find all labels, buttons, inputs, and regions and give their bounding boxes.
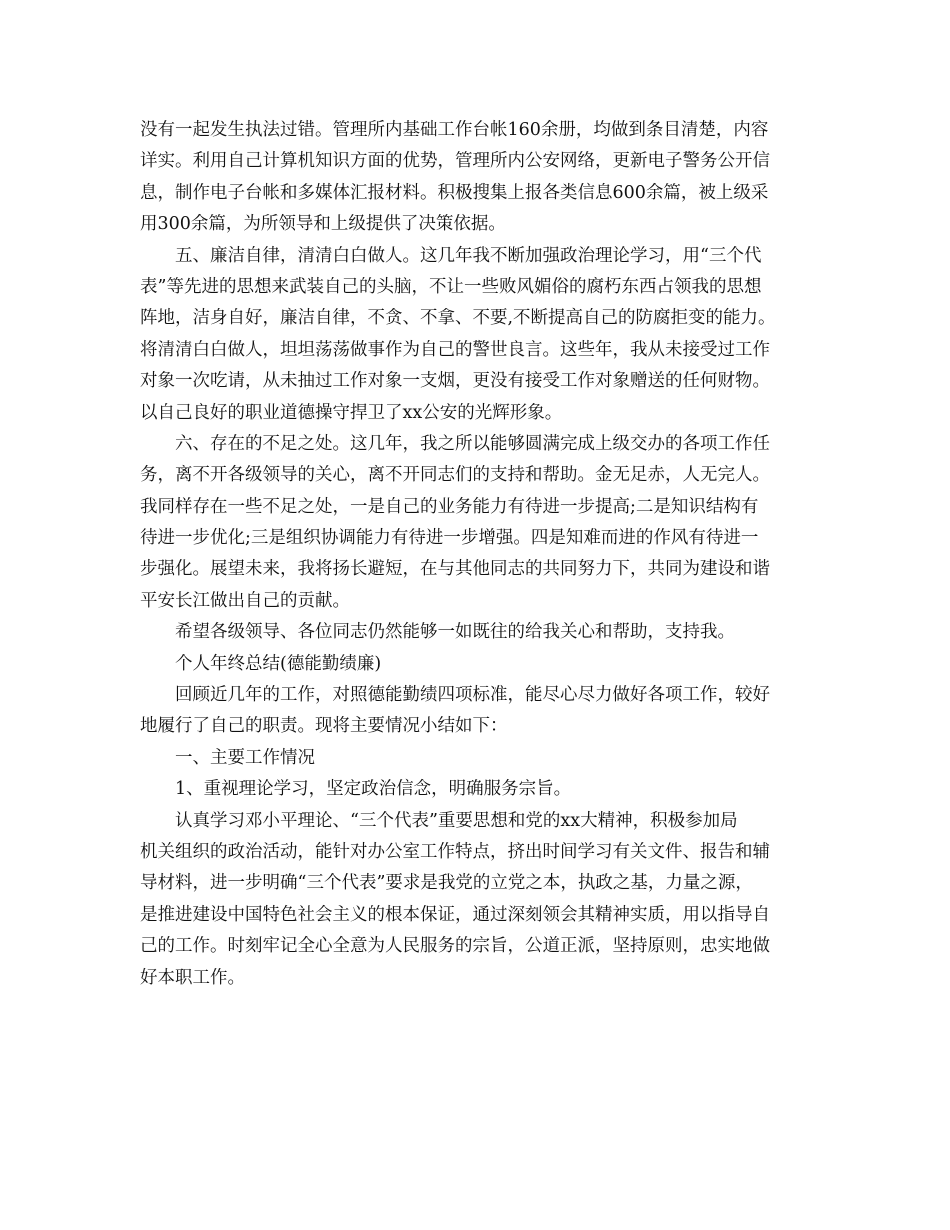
section-heading: 一、主要工作情况 <box>175 747 315 768</box>
text-line: 以自己良好的职业道德操守捍卫了xx公安的光辉形象。 <box>140 402 563 423</box>
text-line: 将清清白白做人，坦坦荡荡做事作为自己的警世良言。这些年，我从未接受过工作 <box>140 339 770 360</box>
text-line: 机关组织的政治活动，能针对办公室工作特点，挤出时间学习有关文件、报告和辅 <box>140 841 770 862</box>
document-body <box>140 115 820 994</box>
text-line: 息，制作电子台帐和多媒体汇报材料。积极搜集上报各类信息600余篇，被上级采 <box>140 182 769 203</box>
text-line: 没有一起发生执法过错。管理所内基础工作台帐160余册，均做到条目清楚，内容 <box>140 120 769 140</box>
text-line: 用300余篇，为所领导和上级提供了决策依据。 <box>140 214 506 235</box>
paragraph-start-line: 回顾近几年的工作，对照德能勤绩四项标准，能尽心尽力做好各项工作，较好 <box>175 685 770 706</box>
text-line: 步强化。展望未来，我将扬长避短，在与其他同志的共同努力下，共同为建设和谐 <box>140 559 770 580</box>
text-line: 导材料，进一步明确“三个代表”要求是我党的立党之本，执政之基，力量之源， <box>140 873 753 894</box>
text-line: 对象一次吃请，从未抽过工作对象一支烟，更没有接受工作对象赠送的任何财物。 <box>140 371 770 392</box>
text-line: 是推进建设中国特色社会主义的根本保证，通过深刻领会其精神实质，用以指导自 <box>140 904 770 925</box>
text-line: 平安长江做出自己的贡献。 <box>140 590 350 611</box>
text-line: 待进一步优化;三是组织协调能力有待进一步增强。四是知难而进的作风有待进一 <box>140 528 759 549</box>
paragraph-start-line: 五、廉洁自律，清清白白做人。这几年我不断加强政治理论学习，用“三个代 <box>175 245 762 266</box>
paragraph-start-line: 六、存在的不足之处。这几年，我之所以能够圆满完成上级交办的各项工作任 <box>175 433 770 454</box>
paragraph-start-line: 认真学习邓小平理论、“三个代表”重要思想和党的xx大精神，积极参加局 <box>175 810 738 831</box>
text-line: 务，离不开各级领导的关心，离不开同志们的支持和帮助。金无足赤，人无完人。 <box>140 465 770 486</box>
text-line: 详实。利用自己计算机知识方面的优势，管理所内公安网络，更新电子警务公开信 <box>140 151 770 172</box>
text-line: 我同样存在一些不足之处，一是自己的业务能力有待进一步提高;二是知识结构有 <box>140 496 759 517</box>
paragraph-start-line: 希望各级领导、各位同志仍然能够一如既往的给我关心和帮助，支持我。 <box>175 622 735 643</box>
text-line: 好本职工作。 <box>140 967 245 988</box>
subsection-heading: 1、重视理论学习，坚定政治信念，明确服务宗旨。 <box>175 779 572 800</box>
text-line: 表”等先进的思想来武装自己的头脑，不让一些败风媚俗的腐朽东西占领我的思想 <box>140 276 762 297</box>
section-title: 个人年终总结(德能勤绩廉) <box>175 653 382 674</box>
text-line: 己的工作。时刻牢记全心全意为人民服务的宗旨，公道正派，坚持原则，忠实地做 <box>140 936 770 957</box>
text-line: 地履行了自己的职责。现将主要情况小结如下： <box>140 716 508 737</box>
text-line: 阵地，洁身自好，廉洁自律，不贪、不拿、不要,不断提高自己的防腐拒变的能力。 <box>140 308 776 329</box>
